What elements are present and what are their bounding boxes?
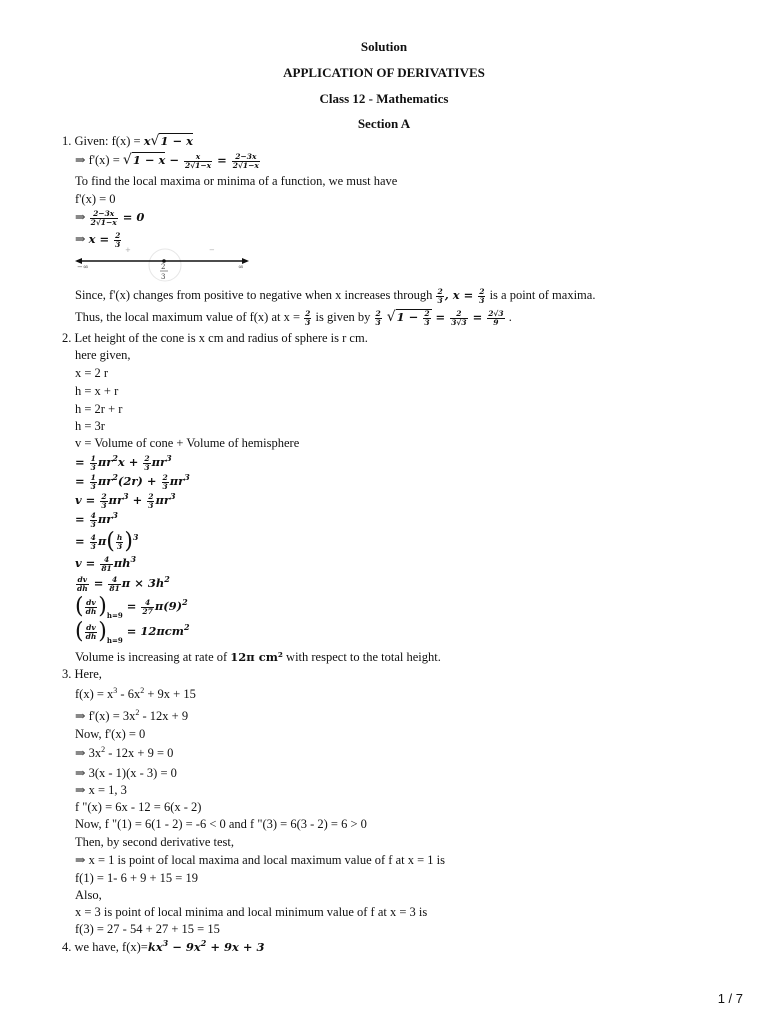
q2-line-5: v = Volume of cone + Volume of hemisphere [75,436,300,450]
q1-derivative: ⇒ f'(x) = √1 − x − $\frac{x}{2√1-x}$ = $\frac{2-3x}{2√1-x}$ [75,151,259,170]
q1-x-value: ⇒ x = $\frac{2}{3}$ [75,230,121,249]
number-line-left-label: −∞ [77,263,89,271]
q3-line-8: Also, [75,888,102,902]
q2-eq-3: v = $\frac{2}{3}$ $\pi r^3$ + $\frac{2}{3}$ $\pi r^3$ [75,491,176,510]
number-line-mark-den: 3 [161,273,166,281]
q3-line-4: Now, f "(1) = 6(1 - 2) = -6 < 0 and f "(3) = 6(3 - 2) = 6 > 0 [75,817,367,831]
number-line-mark-num: 2 [161,263,166,271]
solution-heading: Solution [360,39,408,54]
q3-line-1: ⇒ 3(x - 1)(x - 3) = 0 [75,766,177,780]
q1-text-local: To find the local maxima or minima of a function, we must have [75,174,398,188]
q2-eq-5: = $\frac{4}{3}$ π( $\frac{h}{3}$ )$^3$ [75,529,139,554]
number-line-right-label: ∞ [238,263,244,271]
q3-line-5: Then, by second derivative test, [75,835,234,849]
q3-here: 3. Here, [62,667,102,681]
q1-since: Since, f'(x) changes from positive to negative when x increases through $\frac{2}{3}$ , x = $\frac{2}{3}$ is a point of maxima. [75,286,596,305]
q2-line-1: x = 2 r [75,366,109,380]
section-title: Section A [357,116,411,131]
q2-conclusion: Volume is increasing at rate of 12π cm² with respect to the total height. [75,650,441,664]
q2-eq-1: = $\frac{1}{3}$ $\pi r^2x$ + $\frac{2}{3}$ $\pi r^3$ [75,453,172,472]
q2-line-4: h = 3r [75,419,105,433]
q3-line-10: f(3) = 27 - 54 + 27 + 15 = 15 [75,922,220,936]
q1-eq-zero: ⇒ $\frac{2-3x}{2√1-x}$ = 0 [75,208,145,227]
q2-line-2: h = x + r [75,384,119,398]
q3-line-0: Now, f'(x) = 0 [75,727,146,741]
class-title: Class 12 - Mathematics [319,91,449,106]
chapter-title: APPLICATION OF DERIVATIVES [283,65,485,80]
q2-eq-6: v = $\frac{4}{81}$ $\pi h^3$ [75,554,137,573]
q1-thus: Thus, the local maximum value of f(x) at x = $\frac{2}{3}$ is given by $\frac{2}{3}$ √1 − $\frac{2}{3}$ = $\frac{2}{3√3}$ = $\frac{2√3}{9}$ . [75,308,512,327]
q3-line-7: f(1) = 1- 6 + 9 + 15 = 19 [75,871,198,885]
q3-quadratic: ⇒ $3x^2 - 12x + 9 = 0$ [75,744,174,760]
q2-eq-8: ( $\frac{dv}{dh}$ )$_{h=9}$ = $\frac{4}{27}$ $\pi(9)^2$ [75,594,188,620]
q3-line-2: ⇒ x = 1, 3 [75,783,127,797]
number-line-diagram [75,245,255,285]
number-line-plus: + [125,246,131,254]
q1-fprime-zero: f'(x) = 0 [75,192,116,206]
q4-we-have: 4. we have, $f(x)=kx^3 - 9x^2 + 9x + 3$ [62,938,265,954]
page-number: 1 / 7 [717,991,743,1006]
q2-eq-9: ( $\frac{dv}{dh}$ )$_{h=9} = 12\pi cm^2$ [75,619,190,645]
q2-intro: 2. Let height of the cone is x cm and radius of sphere is r cm. [62,331,368,345]
q3-line-6: ⇒ x = 1 is point of local maxima and local maximum value of f at x = 1 is [75,853,445,867]
q1-given: 1. Given: f(x) = x√1 − x [62,133,193,149]
q2-here-given: here given, [75,348,131,362]
q2-eq-4: = $\frac{4}{3}$ $\pi r^3$ [75,510,118,529]
q2-line-3: h = 2r + r [75,402,123,416]
q3-line-9: x = 3 is point of local minima and local minimum value of f at x = 3 is [75,905,428,919]
q3-derivative: ⇒ $f'(x) = 3x^2 - 12x + 9$ [75,707,189,723]
q2-eq-7: $\frac{dv}{dh}$ = $\frac{4}{81}$ $\pi \times 3h^2$ [77,574,170,593]
q3-function: $f(x) = x^3 - 6x^2 + 9x + 15$ [75,685,196,701]
q2-eq-2: = $\frac{1}{3}$ $\pi r^2(2r)$ + $\frac{2}{3}$ $\pi r^3$ [75,472,190,491]
q3-line-3: f "(x) = 6x - 12 = 6(x - 2) [75,800,202,814]
number-line-minus: − [209,246,215,254]
